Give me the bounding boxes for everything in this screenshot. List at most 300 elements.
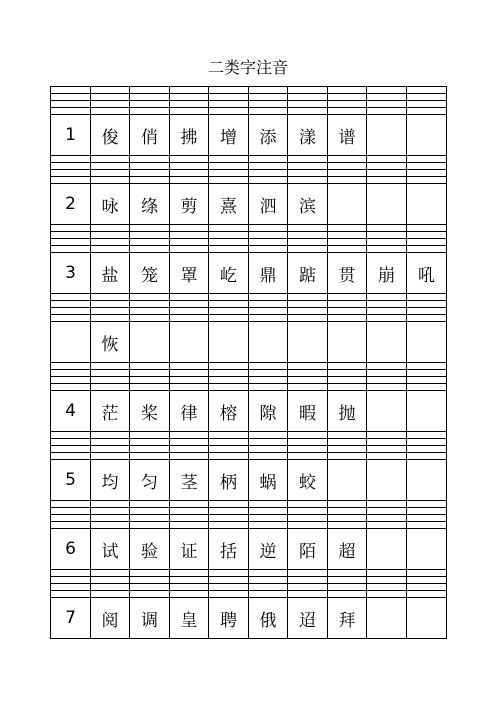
pinyin-cell xyxy=(91,163,130,170)
pinyin-cell xyxy=(130,570,170,577)
pinyin-cell xyxy=(407,239,447,246)
pinyin-cell xyxy=(91,363,130,370)
pinyin-cell xyxy=(367,246,407,253)
pinyin-cell xyxy=(170,308,209,315)
pinyin-cell xyxy=(91,453,130,460)
pinyin-cell xyxy=(91,315,130,322)
character-cell: 添 xyxy=(249,115,288,156)
pinyin-cell xyxy=(130,294,170,301)
group-number: 5 xyxy=(51,460,91,501)
pinyin-cell xyxy=(51,453,91,460)
pinyin-cell xyxy=(170,301,209,308)
pinyin-row xyxy=(51,315,447,322)
pinyin-cell xyxy=(51,94,91,101)
character-cell xyxy=(367,598,407,639)
character-row xyxy=(51,253,447,294)
pinyin-cell xyxy=(367,584,407,591)
pinyin-cell xyxy=(407,108,447,115)
group-number: 1 xyxy=(51,115,91,156)
pinyin-row xyxy=(51,446,447,453)
pinyin-cell xyxy=(170,508,209,515)
pinyin-cell xyxy=(407,384,447,391)
pinyin-cell xyxy=(328,170,367,177)
pinyin-cell xyxy=(51,170,91,177)
pinyin-cell xyxy=(328,501,367,508)
character-cell: 验 xyxy=(130,529,170,570)
pinyin-row xyxy=(51,108,447,115)
pinyin-cell xyxy=(407,363,447,370)
character-cell xyxy=(249,322,288,363)
character-cell: 抛 xyxy=(328,391,367,432)
pinyin-cell xyxy=(407,577,447,584)
pinyin-cell xyxy=(51,294,91,301)
pinyin-cell xyxy=(328,239,367,246)
pinyin-cell xyxy=(130,508,170,515)
pinyin-cell xyxy=(367,156,407,163)
pinyin-row xyxy=(51,453,447,460)
pinyin-cell xyxy=(209,315,249,322)
pinyin-cell xyxy=(407,232,447,239)
pinyin-cell xyxy=(51,446,91,453)
pinyin-cell xyxy=(249,584,288,591)
pinyin-cell xyxy=(407,453,447,460)
character-cell: 暇 xyxy=(288,391,328,432)
pinyin-cell xyxy=(51,101,91,108)
pinyin-cell xyxy=(170,87,209,94)
pinyin-cell xyxy=(51,308,91,315)
pinyin-row xyxy=(51,591,447,598)
pinyin-cell xyxy=(407,177,447,184)
pinyin-row xyxy=(51,501,447,508)
phonetic-table xyxy=(50,86,447,639)
character-cell: 滨 xyxy=(288,184,328,225)
pinyin-cell xyxy=(170,439,209,446)
character-cell: 阅 xyxy=(91,598,130,639)
pinyin-cell xyxy=(328,177,367,184)
pinyin-cell xyxy=(209,94,249,101)
pinyin-cell xyxy=(288,439,328,446)
pinyin-cell xyxy=(51,384,91,391)
pinyin-cell xyxy=(91,101,130,108)
character-cell: 律 xyxy=(170,391,209,432)
pinyin-cell xyxy=(249,522,288,529)
character-cell: 茫 xyxy=(91,391,130,432)
pinyin-cell xyxy=(249,108,288,115)
character-cell xyxy=(288,322,328,363)
pinyin-cell xyxy=(407,101,447,108)
pinyin-cell xyxy=(51,156,91,163)
pinyin-cell xyxy=(170,432,209,439)
pinyin-cell xyxy=(209,570,249,577)
pinyin-cell xyxy=(209,163,249,170)
pinyin-cell xyxy=(249,101,288,108)
pinyin-cell xyxy=(91,301,130,308)
character-cell: 俄 xyxy=(249,598,288,639)
pinyin-cell xyxy=(51,225,91,232)
character-row xyxy=(51,529,447,570)
pinyin-cell xyxy=(51,87,91,94)
pinyin-cell xyxy=(170,570,209,577)
pinyin-cell xyxy=(91,501,130,508)
pinyin-row xyxy=(51,308,447,315)
pinyin-cell xyxy=(91,87,130,94)
pinyin-cell xyxy=(91,308,130,315)
pinyin-cell xyxy=(209,239,249,246)
pinyin-cell xyxy=(91,294,130,301)
pinyin-cell xyxy=(130,384,170,391)
pinyin-cell xyxy=(407,446,447,453)
pinyin-cell xyxy=(328,301,367,308)
character-cell: 拂 xyxy=(170,115,209,156)
group-number: 7 xyxy=(51,598,91,639)
pinyin-cell xyxy=(209,515,249,522)
pinyin-cell xyxy=(51,315,91,322)
pinyin-cell xyxy=(130,363,170,370)
pinyin-cell xyxy=(249,163,288,170)
pinyin-cell xyxy=(91,591,130,598)
pinyin-cell xyxy=(209,108,249,115)
pinyin-cell xyxy=(288,584,328,591)
pinyin-cell xyxy=(170,315,209,322)
character-cell xyxy=(407,460,447,501)
pinyin-cell xyxy=(91,232,130,239)
pinyin-cell xyxy=(328,163,367,170)
pinyin-cell xyxy=(288,370,328,377)
pinyin-cell xyxy=(130,108,170,115)
character-row xyxy=(51,115,447,156)
group-number: 3 xyxy=(51,253,91,294)
pinyin-cell xyxy=(249,177,288,184)
pinyin-cell xyxy=(288,515,328,522)
pinyin-cell xyxy=(328,584,367,591)
pinyin-cell xyxy=(367,239,407,246)
pinyin-cell xyxy=(367,446,407,453)
pinyin-cell xyxy=(130,239,170,246)
pinyin-cell xyxy=(130,377,170,384)
pinyin-cell xyxy=(91,246,130,253)
character-cell xyxy=(407,184,447,225)
pinyin-cell xyxy=(130,177,170,184)
pinyin-cell xyxy=(51,570,91,577)
pinyin-cell xyxy=(209,170,249,177)
character-cell: 聘 xyxy=(209,598,249,639)
character-cell: 恢 xyxy=(91,322,130,363)
pinyin-cell xyxy=(170,501,209,508)
pinyin-cell xyxy=(328,156,367,163)
character-cell: 漾 xyxy=(288,115,328,156)
pinyin-cell xyxy=(367,177,407,184)
pinyin-cell xyxy=(170,591,209,598)
pinyin-cell xyxy=(328,225,367,232)
pinyin-cell xyxy=(328,570,367,577)
pinyin-row xyxy=(51,522,447,529)
pinyin-cell xyxy=(288,108,328,115)
pinyin-row xyxy=(51,363,447,370)
pinyin-cell xyxy=(51,108,91,115)
pinyin-cell xyxy=(328,515,367,522)
pinyin-cell xyxy=(130,163,170,170)
pinyin-cell xyxy=(209,370,249,377)
group-number xyxy=(51,322,91,363)
pinyin-cell xyxy=(170,156,209,163)
character-cell: 皇 xyxy=(170,598,209,639)
pinyin-cell xyxy=(328,308,367,315)
pinyin-cell xyxy=(170,163,209,170)
pinyin-cell xyxy=(209,225,249,232)
pinyin-cell xyxy=(407,225,447,232)
character-cell: 匀 xyxy=(130,460,170,501)
pinyin-cell xyxy=(367,87,407,94)
group-number: 4 xyxy=(51,391,91,432)
pinyin-cell xyxy=(170,101,209,108)
character-cell: 踮 xyxy=(288,253,328,294)
pinyin-cell xyxy=(367,377,407,384)
pinyin-row xyxy=(51,301,447,308)
pinyin-cell xyxy=(51,501,91,508)
pinyin-cell xyxy=(407,515,447,522)
character-cell: 桨 xyxy=(130,391,170,432)
pinyin-cell xyxy=(209,377,249,384)
pinyin-cell xyxy=(328,87,367,94)
character-cell xyxy=(407,529,447,570)
pinyin-cell xyxy=(130,232,170,239)
pinyin-cell xyxy=(51,163,91,170)
character-cell xyxy=(328,184,367,225)
pinyin-cell xyxy=(249,315,288,322)
pinyin-cell xyxy=(288,94,328,101)
pinyin-cell xyxy=(288,163,328,170)
pinyin-cell xyxy=(367,577,407,584)
pinyin-cell xyxy=(51,591,91,598)
pinyin-cell xyxy=(209,453,249,460)
pinyin-cell xyxy=(91,377,130,384)
pinyin-row xyxy=(51,225,447,232)
character-cell: 鼎 xyxy=(249,253,288,294)
pinyin-cell xyxy=(130,94,170,101)
pinyin-cell xyxy=(288,453,328,460)
pinyin-cell xyxy=(367,101,407,108)
pinyin-cell xyxy=(170,377,209,384)
pinyin-cell xyxy=(170,515,209,522)
pinyin-cell xyxy=(328,577,367,584)
character-cell: 柄 xyxy=(209,460,249,501)
pinyin-cell xyxy=(209,177,249,184)
pinyin-cell xyxy=(288,225,328,232)
pinyin-cell xyxy=(328,315,367,322)
pinyin-cell xyxy=(407,584,447,591)
character-cell: 谱 xyxy=(328,115,367,156)
pinyin-cell xyxy=(249,301,288,308)
character-cell: 崩 xyxy=(367,253,407,294)
pinyin-cell xyxy=(130,577,170,584)
character-cell: 调 xyxy=(130,598,170,639)
pinyin-row xyxy=(51,170,447,177)
character-row xyxy=(51,184,447,225)
pinyin-cell xyxy=(249,246,288,253)
pinyin-cell xyxy=(91,384,130,391)
pinyin-cell xyxy=(91,432,130,439)
character-cell xyxy=(209,322,249,363)
pinyin-cell xyxy=(249,515,288,522)
character-cell xyxy=(170,322,209,363)
pinyin-cell xyxy=(288,432,328,439)
pinyin-cell xyxy=(170,177,209,184)
pinyin-cell xyxy=(407,246,447,253)
pinyin-cell xyxy=(209,501,249,508)
character-cell xyxy=(407,115,447,156)
pinyin-cell xyxy=(407,301,447,308)
pinyin-cell xyxy=(249,591,288,598)
pinyin-cell xyxy=(328,508,367,515)
character-cell: 笼 xyxy=(130,253,170,294)
character-row xyxy=(51,598,447,639)
character-cell: 吼 xyxy=(407,253,447,294)
pinyin-cell xyxy=(91,225,130,232)
character-cell: 陌 xyxy=(288,529,328,570)
pinyin-cell xyxy=(328,591,367,598)
pinyin-cell xyxy=(130,170,170,177)
pinyin-cell xyxy=(170,170,209,177)
character-cell: 拜 xyxy=(328,598,367,639)
pinyin-cell xyxy=(170,584,209,591)
pinyin-cell xyxy=(367,432,407,439)
pinyin-cell xyxy=(51,363,91,370)
pinyin-row xyxy=(51,87,447,94)
pinyin-cell xyxy=(288,446,328,453)
pinyin-cell xyxy=(249,446,288,453)
pinyin-cell xyxy=(407,170,447,177)
pinyin-cell xyxy=(130,453,170,460)
pinyin-cell xyxy=(91,584,130,591)
pinyin-cell xyxy=(328,363,367,370)
character-cell: 泗 xyxy=(249,184,288,225)
pinyin-row xyxy=(51,101,447,108)
pinyin-cell xyxy=(367,225,407,232)
pinyin-cell xyxy=(209,439,249,446)
pinyin-cell xyxy=(249,508,288,515)
character-cell: 括 xyxy=(209,529,249,570)
pinyin-cell xyxy=(91,439,130,446)
pinyin-cell xyxy=(367,439,407,446)
pinyin-row xyxy=(51,384,447,391)
pinyin-row xyxy=(51,570,447,577)
pinyin-cell xyxy=(209,246,249,253)
pinyin-cell xyxy=(328,294,367,301)
pinyin-cell xyxy=(130,501,170,508)
character-cell xyxy=(328,322,367,363)
pinyin-cell xyxy=(288,591,328,598)
pinyin-cell xyxy=(249,432,288,439)
pinyin-cell xyxy=(209,446,249,453)
pinyin-cell xyxy=(249,439,288,446)
pinyin-cell xyxy=(209,232,249,239)
pinyin-cell xyxy=(249,156,288,163)
pinyin-cell xyxy=(367,108,407,115)
pinyin-cell xyxy=(91,94,130,101)
pinyin-cell xyxy=(328,94,367,101)
pinyin-cell xyxy=(51,246,91,253)
pinyin-row xyxy=(51,156,447,163)
character-cell xyxy=(367,322,407,363)
pinyin-cell xyxy=(209,301,249,308)
pinyin-row xyxy=(51,584,447,591)
pinyin-cell xyxy=(91,515,130,522)
pinyin-cell xyxy=(209,294,249,301)
pinyin-cell xyxy=(367,453,407,460)
pinyin-cell xyxy=(130,370,170,377)
pinyin-row xyxy=(51,232,447,239)
pinyin-row xyxy=(51,370,447,377)
pinyin-cell xyxy=(209,363,249,370)
pinyin-cell xyxy=(288,246,328,253)
character-cell: 熹 xyxy=(209,184,249,225)
character-cell: 罩 xyxy=(170,253,209,294)
pinyin-cell xyxy=(51,584,91,591)
character-row xyxy=(51,322,447,363)
pinyin-cell xyxy=(130,432,170,439)
pinyin-cell xyxy=(249,453,288,460)
pinyin-cell xyxy=(367,591,407,598)
pinyin-cell xyxy=(407,439,447,446)
pinyin-cell xyxy=(209,577,249,584)
pinyin-cell xyxy=(328,108,367,115)
pinyin-cell xyxy=(288,377,328,384)
pinyin-row xyxy=(51,377,447,384)
pinyin-cell xyxy=(288,577,328,584)
pinyin-cell xyxy=(288,522,328,529)
pinyin-cell xyxy=(288,384,328,391)
pinyin-cell xyxy=(249,225,288,232)
character-cell: 咏 xyxy=(91,184,130,225)
pinyin-cell xyxy=(367,508,407,515)
pinyin-cell xyxy=(91,177,130,184)
pinyin-cell xyxy=(367,570,407,577)
pinyin-cell xyxy=(130,515,170,522)
pinyin-cell xyxy=(170,370,209,377)
pinyin-cell xyxy=(407,377,447,384)
character-cell xyxy=(407,598,447,639)
character-cell: 剪 xyxy=(170,184,209,225)
pinyin-cell xyxy=(328,370,367,377)
character-row xyxy=(51,460,447,501)
character-cell: 蛟 xyxy=(288,460,328,501)
character-cell: 屹 xyxy=(209,253,249,294)
character-cell: 隙 xyxy=(249,391,288,432)
character-cell xyxy=(367,391,407,432)
pinyin-cell xyxy=(51,370,91,377)
pinyin-cell xyxy=(407,570,447,577)
character-cell: 增 xyxy=(209,115,249,156)
pinyin-cell xyxy=(209,508,249,515)
pinyin-cell xyxy=(51,377,91,384)
page-title: 二类字注音 xyxy=(207,58,288,77)
group-number: 2 xyxy=(51,184,91,225)
group-number: 6 xyxy=(51,529,91,570)
pinyin-cell xyxy=(249,577,288,584)
pinyin-cell xyxy=(209,432,249,439)
pinyin-cell xyxy=(249,94,288,101)
pinyin-cell xyxy=(367,370,407,377)
character-cell: 证 xyxy=(170,529,209,570)
pinyin-cell xyxy=(51,508,91,515)
pinyin-cell xyxy=(130,584,170,591)
pinyin-cell xyxy=(249,239,288,246)
pinyin-cell xyxy=(288,363,328,370)
character-cell xyxy=(367,115,407,156)
pinyin-cell xyxy=(209,522,249,529)
pinyin-cell xyxy=(130,225,170,232)
pinyin-cell xyxy=(288,232,328,239)
